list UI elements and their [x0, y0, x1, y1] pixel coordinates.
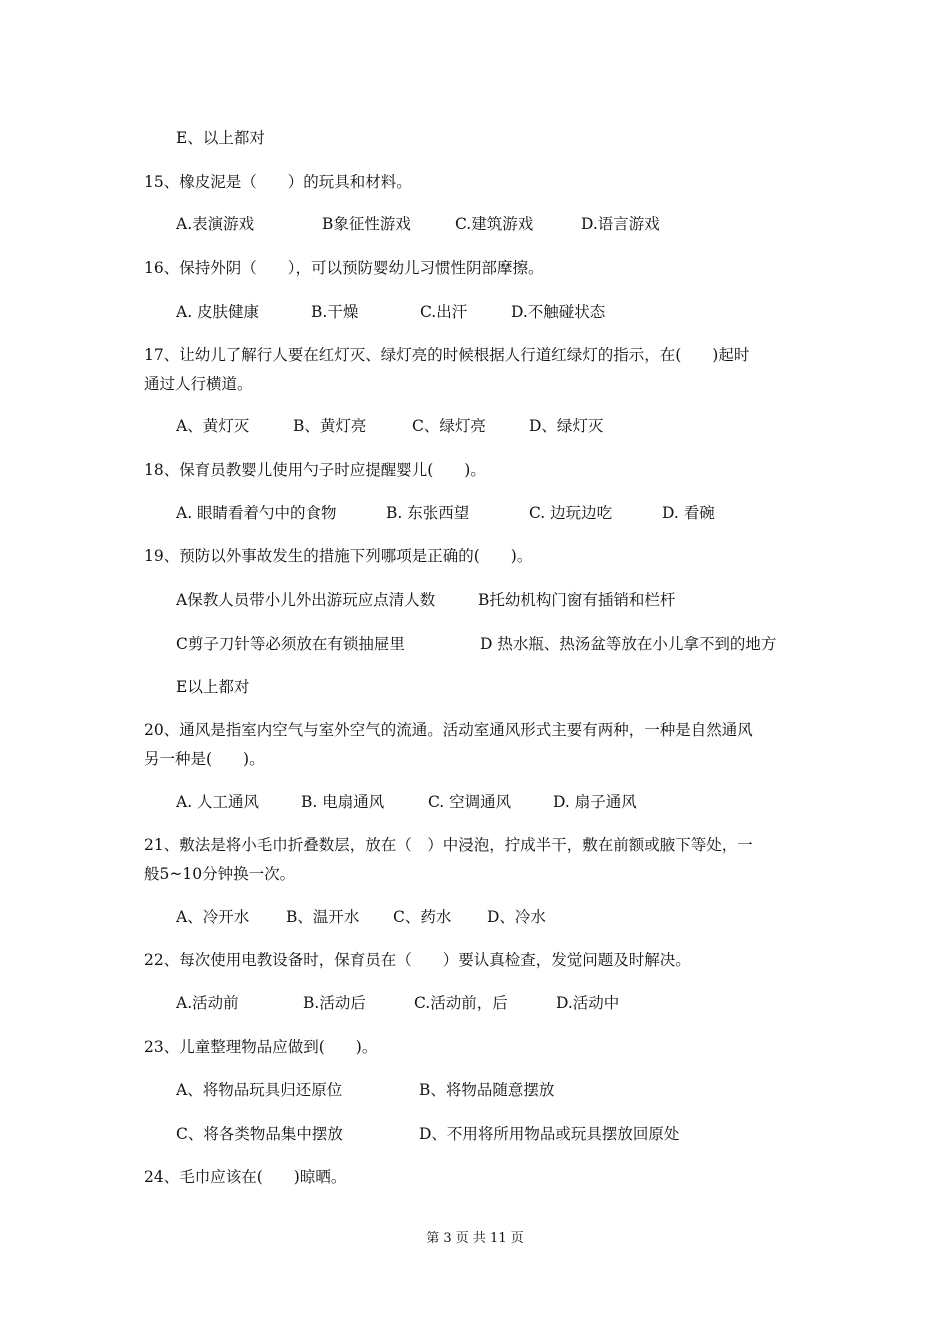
answer-option: B托幼机构门窗有插销和栏杆 [478, 591, 676, 609]
answer-option: A保教人员带小儿外出游玩应点清人数 [176, 591, 436, 609]
answer-options-row [0, 1124, 950, 1144]
answer-option: B. 电扇通风 [301, 793, 385, 811]
answer-option: D、绿灯灭 [529, 417, 604, 435]
question-text: 17、让幼儿了解行人要在红灯灭、绿灯亮的时候根据人行道红绿灯的指示，在( )起时 [144, 346, 750, 364]
answer-option: A. 眼睛看着勺中的食物 [176, 504, 337, 522]
answer-option: A、冷开水 [176, 908, 250, 926]
answer-option: A.表演游戏 [176, 215, 255, 233]
answer-option: B、黄灯亮 [293, 417, 367, 435]
question-text: 19、预防以外事故发生的措施下列哪项是正确的( )。 [144, 547, 533, 565]
answer-option: C. 边玩边吃 [529, 504, 613, 522]
answer-option: C、绿灯亮 [412, 417, 486, 435]
answer-option: D.语言游戏 [581, 215, 660, 233]
question-text: 22、每次使用电教设备时，保育员在（ ）要认真检查，发觉问题及时解决。 [144, 951, 691, 969]
answer-option: C、将各类物品集中摆放 [176, 1125, 343, 1143]
answer-option: D、不用将所用物品或玩具摆放回原处 [419, 1125, 680, 1143]
question-text: 23、儿童整理物品应做到( )。 [144, 1038, 378, 1056]
question-text: 另一种是( )。 [144, 750, 265, 768]
answer-option: C.建筑游戏 [455, 215, 534, 233]
answer-option: A、黄灯灭 [176, 417, 250, 435]
answer-option: E、以上都对 [176, 129, 265, 147]
answer-option: C. 空调通风 [428, 793, 512, 811]
answer-options-row [0, 907, 950, 927]
answer-option: B.干燥 [311, 303, 359, 321]
question-text: 18、保育员教婴儿使用勺子时应提醒婴儿( )。 [144, 461, 486, 479]
question-text: 21、敷法是将小毛巾折叠数层，放在（ ）中浸泡，拧成半干，敷在前额或腋下等处，一 [144, 836, 753, 854]
answer-option: B. 东张西望 [386, 504, 470, 522]
question-text: 15、橡皮泥是（ ）的玩具和材料。 [144, 173, 412, 191]
answer-options-row [0, 993, 950, 1013]
answer-option: D.不触碰状态 [511, 303, 606, 321]
answer-option: A. 皮肤健康 [176, 303, 260, 321]
answer-option: D.活动中 [556, 994, 620, 1012]
question-text: 16、保持外阴（ ），可以预防婴幼儿习惯性阴部摩擦。 [144, 259, 544, 277]
answer-options-row [0, 1080, 950, 1100]
answer-option: C.出汗 [420, 303, 468, 321]
answer-option: B象征性游戏 [322, 215, 411, 233]
answer-options-row [0, 302, 950, 322]
page-footer: 第 3 页 共 11 页 [426, 1231, 524, 1246]
answer-options-row [0, 792, 950, 812]
answer-option: D. 扇子通风 [553, 793, 637, 811]
question-text: 24、毛巾应该在( )晾晒。 [144, 1168, 347, 1186]
answer-options-row [0, 214, 950, 234]
answer-options-row [0, 416, 950, 436]
answer-option: C剪子刀针等必须放在有锁抽屉里 [176, 635, 405, 653]
answer-option: C、药水 [393, 908, 452, 926]
answer-option: D. 看碗 [662, 504, 715, 522]
answer-option: A、将物品玩具归还原位 [176, 1081, 343, 1099]
answer-option: A. 人工通风 [176, 793, 260, 811]
question-text: 20、通风是指室内空气与室外空气的流通。活动室通风形式主要有两种，一种是自然通风 [144, 721, 753, 739]
answer-option: B、温开水 [286, 908, 360, 926]
answer-options-row [0, 634, 950, 654]
question-text: 通过人行横道。 [144, 375, 253, 393]
answer-options-row [0, 590, 950, 610]
answer-option: E以上都对 [176, 678, 250, 696]
answer-options-row [0, 503, 950, 523]
answer-option: D 热水瓶、热汤盆等放在小儿拿不到的地方 [480, 635, 777, 653]
answer-option: B.活动后 [303, 994, 366, 1012]
answer-option: B、将物品随意摆放 [419, 1081, 555, 1099]
answer-option: D、冷水 [487, 908, 546, 926]
answer-option: C.活动前，后 [414, 994, 508, 1012]
answer-option: A.活动前 [176, 994, 239, 1012]
question-text: 般5~10分钟换一次。 [144, 865, 296, 883]
